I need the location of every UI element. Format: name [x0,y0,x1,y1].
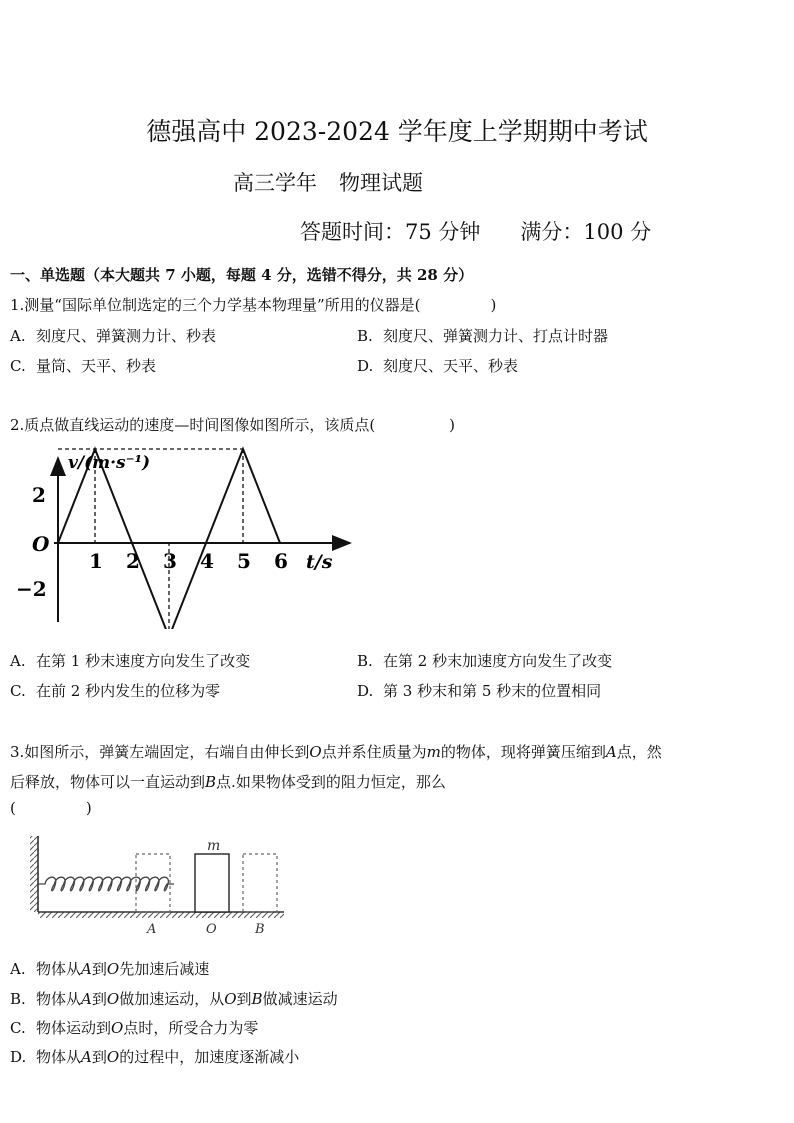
floor-hatching [38,912,284,918]
variable-A: A [81,960,92,978]
exam-subtitle [233,167,423,197]
answer-paren-close: ) [449,416,456,434]
option-text: 到 [91,960,107,978]
option-letter: A. [10,327,26,345]
option-letter: A. [10,652,26,670]
point-b-label: B [255,922,265,937]
spring [38,877,174,891]
block-mass-m [195,854,229,912]
option-text: 刻度尺、天平、秒表 [383,357,519,375]
option-letter: C. [10,682,26,700]
question-1-text: 1.测量“国际单位制选定的三个力学基本物理量”所用的仪器是( [10,296,421,314]
option-text: 到 [91,1048,107,1066]
question-3-option-b[interactable] [10,988,338,1009]
variable-O: O [106,990,120,1008]
stem-text: 的物体，现将弹簧压缩到 [440,743,606,761]
question-3-option-c[interactable] [10,1017,258,1038]
option-text: 刻度尺、弹簧测力计、秒表 [36,327,217,345]
option-text: 到 [91,990,107,1008]
x-tick-labels [89,549,288,573]
block-position-a [136,854,170,912]
option-letter: B. [10,990,26,1008]
block-position-b [243,854,277,912]
mass-label: m [207,838,221,854]
variable-m: m [426,743,441,761]
stem-text: 后释放，物体可以一直运动到 [10,773,206,791]
answer-paren-close: ) [490,296,497,314]
x-tick-label: 2 [126,549,140,573]
option-letter: D. [357,682,374,700]
question-2-stem [10,414,455,435]
y-tick-label-2: 2 [32,483,46,507]
option-letter: C. [10,357,26,375]
option-letter: D. [10,1048,27,1066]
wall-hatching [30,836,38,912]
y-axis-label: v/(m·s⁻¹) [68,453,151,473]
x-tick-label: 6 [274,549,288,573]
exam-timing [300,216,651,246]
option-text: 在第 2 秒末加速度方向发生了改变 [383,652,613,670]
option-letter: A. [10,960,26,978]
x-tick-label: 5 [237,549,251,573]
stem-text: 点，然 [616,743,662,761]
option-text: 物体从 [36,1048,82,1066]
time-limit: 答题时间：75 分钟 [300,220,481,244]
question-2-option-a[interactable] [10,650,250,671]
option-text: 到 [236,990,252,1008]
option-text: 物体从 [36,960,82,978]
question-1-option-c[interactable] [10,355,156,376]
grade-label: 高三学年 [233,171,317,195]
variable-O: O [309,743,322,761]
variable-O: O [111,1019,124,1037]
section-heading: 一、单选题（本大题共 7 小题，每题 4 分，选错不得分，共 28 分） [10,266,474,284]
option-letter: B. [357,652,373,670]
question-1-stem [10,294,496,315]
question-3-stem-line-1 [10,741,662,762]
question-2-option-d[interactable] [357,680,601,701]
x-tick-label: 3 [163,549,177,573]
answer-paren-open: ( [10,799,16,817]
variable-A: A [605,743,617,761]
question-3-option-d[interactable] [10,1046,299,1067]
option-text: 刻度尺、弹簧测力计、打点计时器 [383,327,609,345]
question-1-option-b[interactable] [357,325,608,346]
variable-B: B [205,773,217,791]
option-letter: B. [357,327,373,345]
option-text: 第 3 秒末和第 5 秒末的位置相同 [383,682,602,700]
x-tick-label: 1 [89,549,103,573]
question-2-option-c[interactable] [10,680,220,701]
point-a-label: A [147,922,157,937]
option-text: 先加速后减速 [119,960,210,978]
origin-label: O [32,532,50,556]
spring-block-figure [28,834,290,940]
question-3-option-a[interactable] [10,958,209,979]
dashed-guides [58,449,243,629]
velocity-time-graph [10,444,355,629]
answer-paren-close: ) [85,799,92,817]
full-score: 满分：100 分 [520,220,652,244]
option-text: 在第 1 秒末速度方向发生了改变 [36,652,251,670]
question-3-stem-line-2 [10,771,446,792]
point-o-label: O [206,922,217,937]
question-1-option-a[interactable] [10,325,216,346]
option-text: 点时，所受合力为零 [123,1019,259,1037]
stem-text: 3.如图所示，弹簧左端固定，右端自由伸长到 [10,743,310,761]
option-text: 的过程中，加速度逐渐减小 [119,1048,300,1066]
option-letter: D. [357,357,374,375]
variable-A: A [81,1048,92,1066]
x-tick-label: 4 [200,549,214,573]
option-text: 物体从 [36,990,82,1008]
option-text: 做加速运动，从 [119,990,225,1008]
stem-text: 点.如果物体受到的阻力恒定，那么 [216,773,446,791]
question-1-option-d[interactable] [357,355,518,376]
y-tick-label-neg2: −2 [16,577,47,601]
option-text: 做减速运动 [262,990,338,1008]
x-axis-label: t/s [306,551,333,573]
variable-B: B [251,990,263,1008]
variable-O: O [224,990,237,1008]
option-text: 在前 2 秒内发生的位移为零 [36,682,221,700]
subject-label: 物理试题 [339,171,423,195]
variable-O: O [106,960,120,978]
question-3-answer-paren [10,799,92,817]
variable-A: A [81,990,92,1008]
question-2-text: 2.质点做直线运动的速度—时间图像如图所示，该质点( [10,416,376,434]
option-text: 量筒、天平、秒表 [36,357,157,375]
stem-text: 点并系住质量为 [321,743,427,761]
variable-O: O [106,1048,120,1066]
exam-title: 德强高中 2023-2024 学年度上学期期中考试 [146,117,648,146]
option-text: 物体运动到 [36,1019,112,1037]
question-2-option-b[interactable] [357,650,612,671]
option-letter: C. [10,1019,26,1037]
